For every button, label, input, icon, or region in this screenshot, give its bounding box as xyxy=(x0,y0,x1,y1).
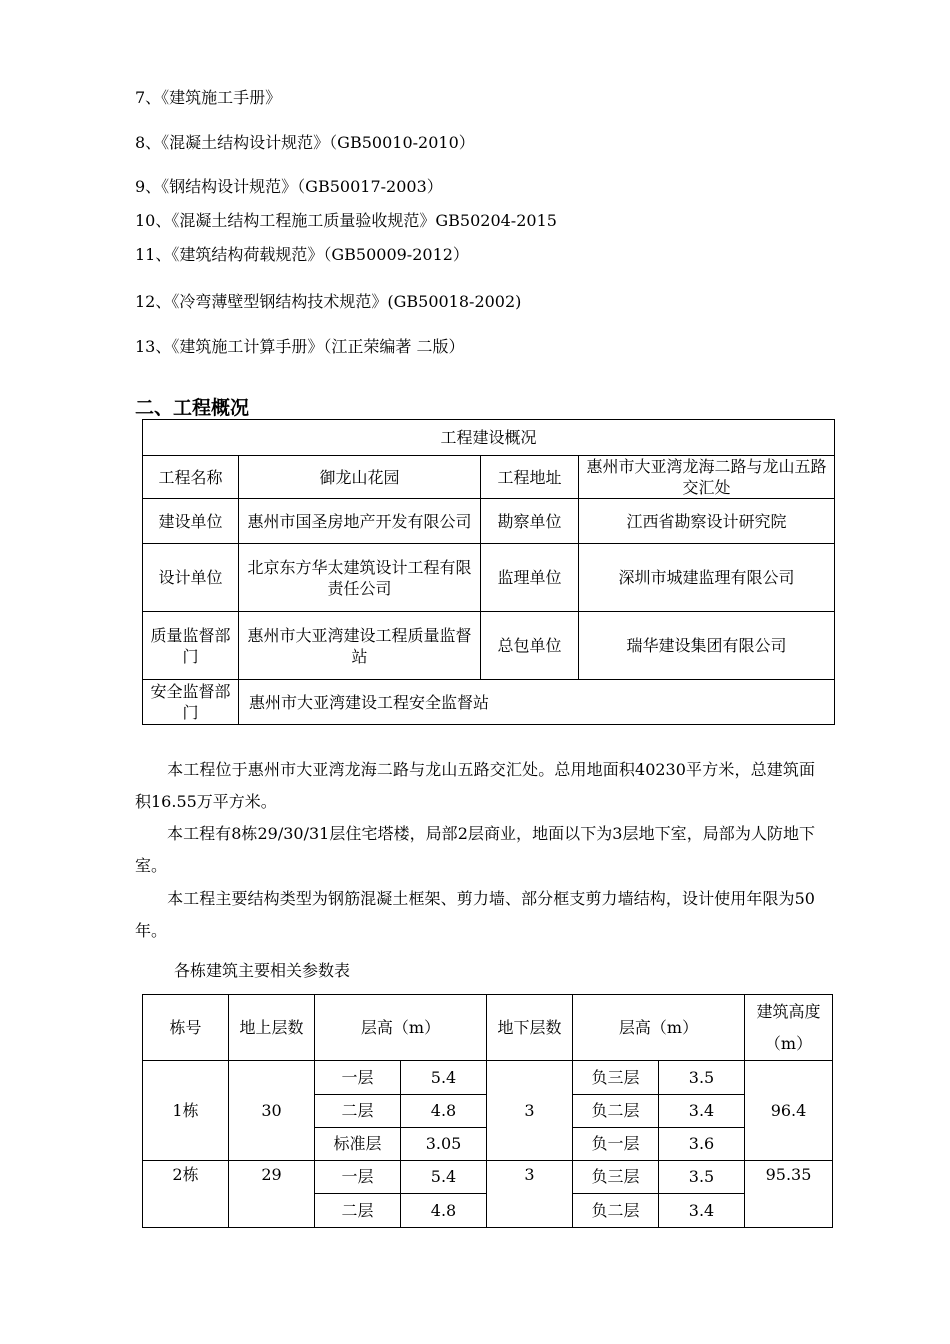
total-height: 95.35 xyxy=(745,1161,833,1228)
floor-label: 一层 xyxy=(315,1161,401,1194)
floor-height: 4.8 xyxy=(401,1194,487,1228)
table-value: 瑞华建设集团有限公司 xyxy=(579,612,835,680)
floors-below: 3 xyxy=(487,1061,573,1161)
reference-item: 8、《混凝土结构设计规范》（GB50010-2010） xyxy=(135,133,475,152)
floor-label: 标准层 xyxy=(315,1128,401,1161)
table-label: 监理单位 xyxy=(481,544,579,612)
floor-height: 3.5 xyxy=(659,1061,745,1095)
floor-height: 3.05 xyxy=(401,1128,487,1161)
header-height-above: 层高（m） xyxy=(315,995,487,1061)
table-label: 勘察单位 xyxy=(481,499,579,544)
floor-height: 3.4 xyxy=(659,1095,745,1128)
section-heading: 二、工程概况 xyxy=(135,397,250,419)
header-total-height: 建筑高度（m） xyxy=(745,995,833,1061)
floor-label: 负三层 xyxy=(573,1161,659,1194)
table-value: 惠州市国圣房地产开发有限公司 xyxy=(239,499,481,544)
floors-above: 30 xyxy=(229,1061,315,1161)
table-value: 惠州市大亚湾龙海二路与龙山五路交汇处 xyxy=(579,456,835,499)
table-label: 质量监督部门 xyxy=(143,612,239,680)
project-overview-table xyxy=(142,419,835,725)
table-value: 江西省勘察设计研究院 xyxy=(579,499,835,544)
floor-height: 3.5 xyxy=(659,1161,745,1194)
reference-item: 12、《冷弯薄壁型钢结构技术规范》(GB50018-2002) xyxy=(135,292,522,311)
floor-label: 负二层 xyxy=(573,1095,659,1128)
floor-label: 负三层 xyxy=(573,1061,659,1095)
floor-height: 5.4 xyxy=(401,1061,487,1095)
floor-label: 二层 xyxy=(315,1095,401,1128)
floor-label: 负二层 xyxy=(573,1194,659,1228)
header-building: 栋号 xyxy=(143,995,229,1061)
reference-item: 7、《建筑施工手册》 xyxy=(135,88,282,107)
body-paragraph: 本工程有8栋29/30/31层住宅塔楼，局部2层商业，地面以下为3层地下室，局部为人防地下室。 xyxy=(135,824,815,875)
floor-label: 一层 xyxy=(315,1061,401,1095)
table-value: 惠州市大亚湾建设工程质量监督站 xyxy=(239,612,481,680)
table-caption: 各栋建筑主要相关参数表 xyxy=(174,961,351,980)
table-value: 北京东方华太建筑设计工程有限责任公司 xyxy=(239,544,481,612)
floor-height: 3.6 xyxy=(659,1128,745,1161)
reference-item: 10、《混凝土结构工程施工质量验收规范》GB50204-2015 xyxy=(135,211,557,230)
body-paragraph: 本工程主要结构类型为钢筋混凝土框架、剪力墙、部分框支剪力墙结构，设计使用年限为50年。 xyxy=(135,889,815,940)
floor-label: 二层 xyxy=(315,1194,401,1228)
table-value: 深圳市城建监理有限公司 xyxy=(579,544,835,612)
reference-item: 9、《钢结构设计规范》（GB50017-2003） xyxy=(135,177,443,196)
table-label: 安全监督部门 xyxy=(143,680,239,725)
reference-item: 11、《建筑结构荷载规范》（GB50009-2012） xyxy=(135,245,469,264)
body-paragraph: 本工程位于惠州市大亚湾龙海二路与龙山五路交汇处。总用地面积40230平方米，总建筑面积16.55万平方米。 xyxy=(135,760,815,811)
table-label: 工程名称 xyxy=(143,456,239,499)
building-name: 2栋 xyxy=(143,1161,229,1228)
table-label: 设计单位 xyxy=(143,544,239,612)
table-value: 惠州市大亚湾建设工程安全监督站 xyxy=(239,680,835,725)
table-value: 御龙山花园 xyxy=(239,456,481,499)
header-height-below: 层高（m） xyxy=(573,995,745,1061)
table-label: 建设单位 xyxy=(143,499,239,544)
header-floors-below: 地下层数 xyxy=(487,995,573,1061)
floor-height: 3.4 xyxy=(659,1194,745,1228)
floor-height: 4.8 xyxy=(401,1095,487,1128)
floors-above: 29 xyxy=(229,1161,315,1228)
floors-below: 3 xyxy=(487,1161,573,1228)
table-label: 工程地址 xyxy=(481,456,579,499)
table-label: 总包单位 xyxy=(481,612,579,680)
floor-height: 5.4 xyxy=(401,1161,487,1194)
building-name: 1栋 xyxy=(143,1061,229,1161)
table-title: 工程建设概况 xyxy=(143,420,835,456)
total-height: 96.4 xyxy=(745,1061,833,1161)
building-params-table xyxy=(142,994,833,1228)
header-floors-above: 地上层数 xyxy=(229,995,315,1061)
reference-item: 13、《建筑施工计算手册》（江正荣编著 二版） xyxy=(135,337,465,356)
floor-label: 负一层 xyxy=(573,1128,659,1161)
